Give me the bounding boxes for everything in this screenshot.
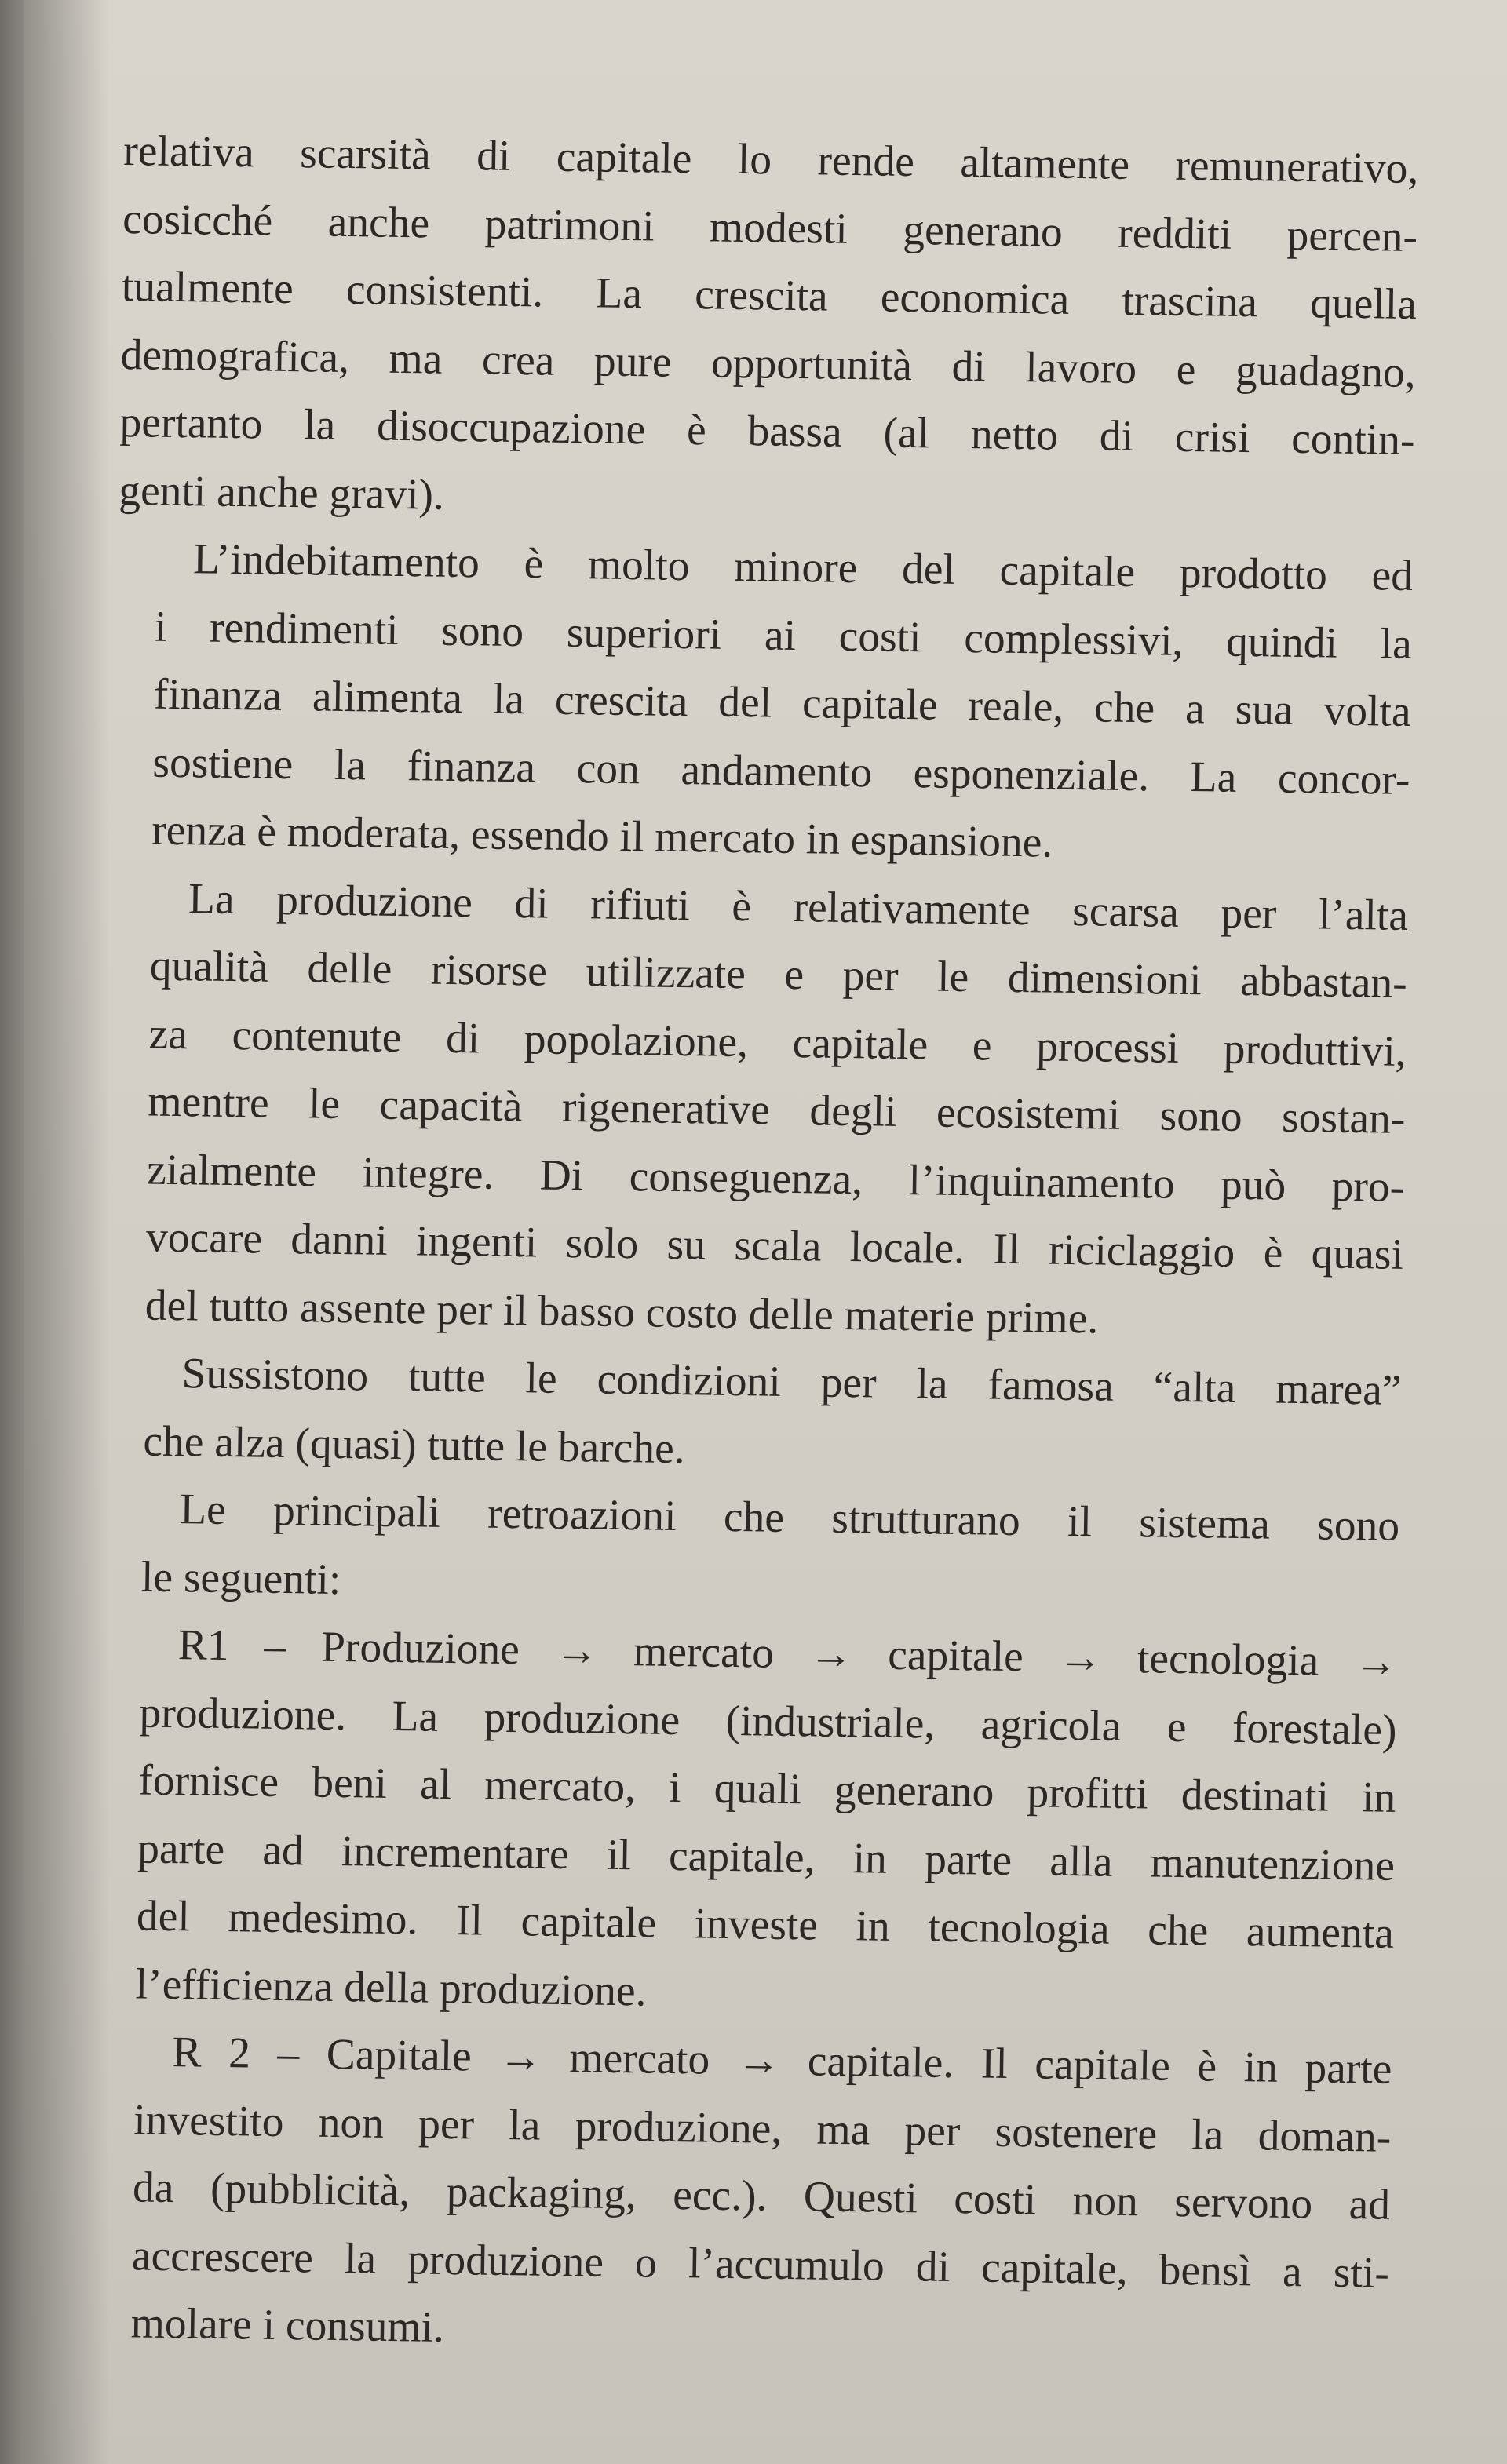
text-line: genti anche gravi). xyxy=(118,466,445,519)
text-line: che alza (quasi) tutte le barche. xyxy=(143,1417,686,1473)
text-line: del tutto assente per il basso costo delle materie prime. xyxy=(144,1281,1099,1343)
text-line: Le principali retroazioni che strutturano il sistema sono xyxy=(179,1485,1400,1551)
text-line: La produzione di rifiuti è relativamente scarsa per l’alta xyxy=(188,874,1409,940)
text-line: L’indebitamento è molto minore del capitale prodotto ed xyxy=(192,535,1414,600)
text-line: relativa scarsità di capitale lo rende altamente remunerativo, xyxy=(122,126,1419,194)
paragraph xyxy=(105,1340,1402,1493)
text-line: cosicché anche patrimoni modesti generano redditi percen- xyxy=(122,195,1418,261)
paragraph xyxy=(93,2018,1392,2375)
paragraph xyxy=(107,864,1408,1357)
text-line: molare i consumi. xyxy=(130,2299,445,2352)
text-line: finanza alimenta la crescita del capitale reale, che a sua volta xyxy=(153,670,1412,736)
text-line: le seguenti: xyxy=(140,1552,341,1604)
paragraph xyxy=(97,1611,1398,2036)
text-line: fornisce beni al mercato, i quali generano profitti destinati in xyxy=(137,1756,1396,1822)
text-line: i rendimenti sono superiori ai costi complessivi, quindi la xyxy=(154,603,1413,669)
text-line: Sussistono tutte le condizioni per la famosa “alta marea” xyxy=(181,1350,1402,1415)
text-line: investito non per la produzione, ma per sostenere la doman- xyxy=(133,2095,1392,2162)
text-line: parte ad incrementare il capitale, in parte alla manutenzione xyxy=(137,1824,1396,1890)
text-line: pertanto la disoccupazione è bassa (al netto di crisi contin- xyxy=(119,398,1415,465)
text-line: accrescere la produzione o l’accumulo di capitale, bensì a sti- xyxy=(131,2231,1390,2298)
text-line: zialmente integre. Di conseguenza, l’inquinamento può pro- xyxy=(146,1146,1405,1212)
text-line: tualmente consistenti. La crescita economica trascina quella xyxy=(121,262,1418,330)
text-line: sostiene la finanza con andamento esponenziale. La concor- xyxy=(152,738,1410,804)
paragraph xyxy=(103,1475,1399,1629)
paragraph xyxy=(114,525,1414,882)
text-line: da (pubblicità, packaging, ecc.). Questi costi non servono ad xyxy=(132,2163,1391,2229)
text-line: renza è moderata, essendo il mercato in espansione. xyxy=(151,806,1053,867)
text-line: R1 – Produzione → mercato → capitale → tecnologia → xyxy=(177,1621,1399,1686)
text-line: mentre le capacità rigenerative degli ecosistemi sono sostan- xyxy=(148,1077,1406,1143)
text-line: vocare danni ingenti solo su scala locale. Il riciclaggio è quasi xyxy=(145,1213,1404,1279)
book-page xyxy=(24,0,1507,2464)
text-line: produzione. La produzione (industriale, agricola e forestale) xyxy=(139,1688,1397,1755)
paragraph xyxy=(119,118,1419,543)
text-line: qualità delle risorse utilizzate e per le dimensioni abbastan- xyxy=(149,942,1408,1008)
text-line: za contenute di popolazione, capitale e processi produttivi, xyxy=(148,1010,1407,1076)
text-line: demografica, ma crea pure opportunità di lavoro e guadagno, xyxy=(120,330,1417,397)
text-line: del medesimo. Il capitale investe in tecnologia che aumenta xyxy=(136,1892,1395,1958)
text-line: l’efficienza della produzione. xyxy=(135,1959,647,2016)
text-line: R 2 – Capitale → mercato → capitale. Il capitale è in parte xyxy=(172,2028,1392,2094)
body-text xyxy=(93,118,1419,2375)
